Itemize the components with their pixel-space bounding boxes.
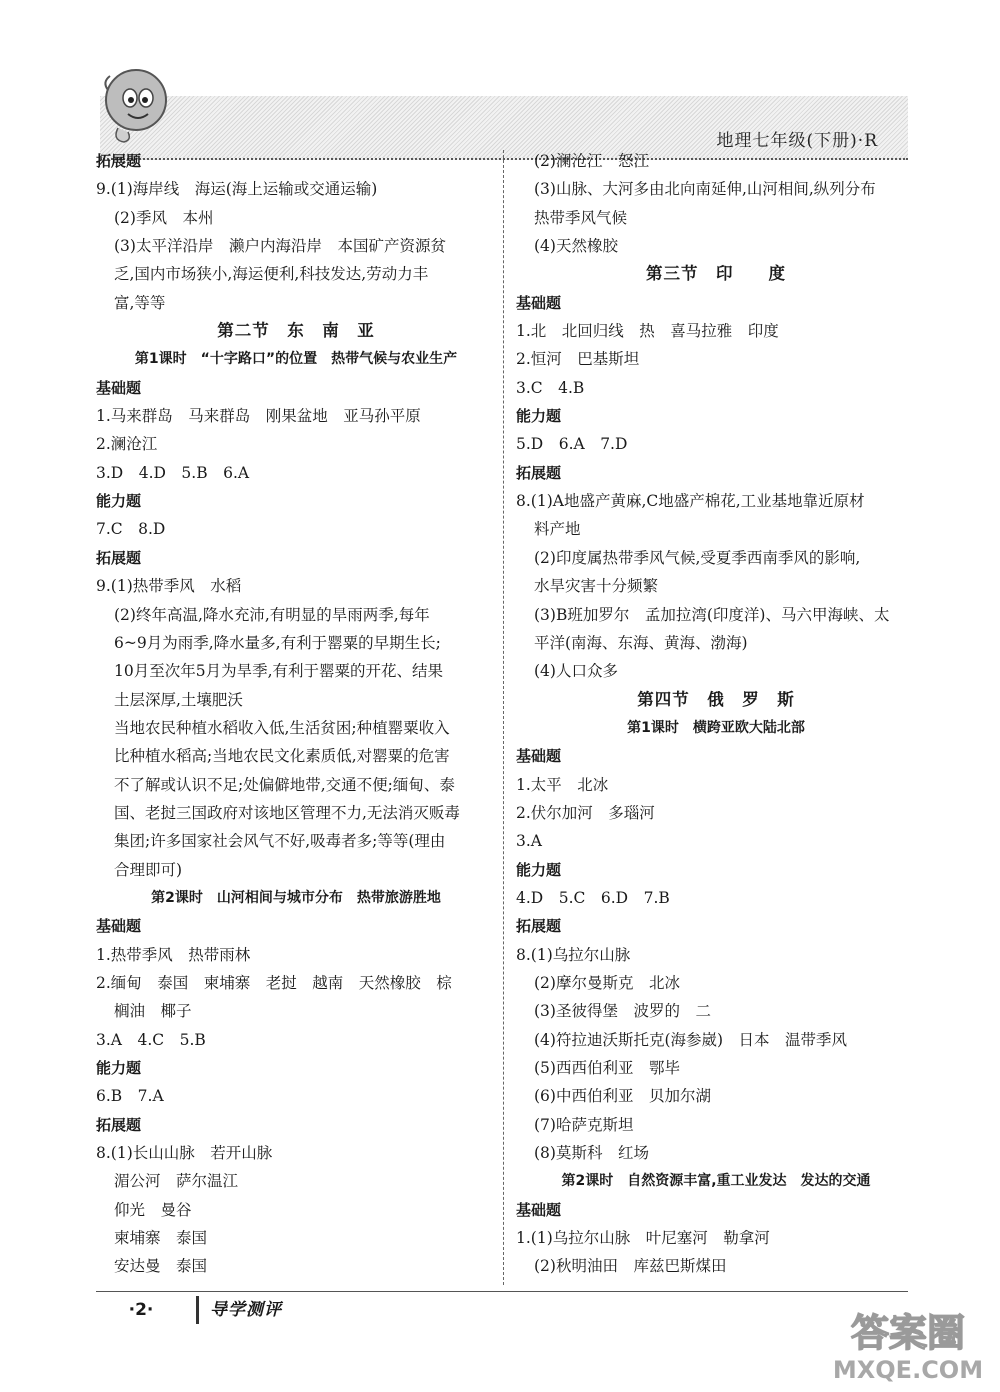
answer-line: 不了解或认识不足;处偏僻地带,交通不便;缅甸、泰 [114, 775, 455, 794]
footer-separator [196, 1296, 199, 1324]
answer-line: 榈油 椰子 [114, 1002, 192, 1021]
answer-line: (2)澜沧江 怒江 [534, 152, 649, 170]
lesson-title: 第2课时 山河相间与城市分布 热带旅游胜地 [151, 889, 441, 906]
answer-line: (4)人口众多 [534, 662, 618, 681]
question-category: 能力题 [516, 860, 562, 879]
question-category: 能力题 [96, 492, 142, 511]
answer-line: 1.北 北回归线 热 喜马拉雅 印度 [516, 322, 779, 341]
answer-line: 3.A 4.C 5.B [96, 1030, 206, 1049]
question-category: 基础题 [516, 293, 562, 312]
answer-line: 1.(1)乌拉尔山脉 叶尼塞河 勒拿河 [516, 1229, 770, 1248]
answer-line: (5)西西伯利亚 鄂毕 [534, 1059, 680, 1077]
answer-line: (2)终年高温,降水充沛,有明显的旱雨两季,每年 [114, 605, 430, 624]
answer-line: 国、老挝三国政府对该地区管理不力,无法消灭贩毒 [114, 803, 460, 822]
answer-line: 热带季风气候 [534, 208, 628, 227]
answer-line: 柬埔寨 泰国 [114, 1229, 208, 1248]
answer-line: 水旱灾害十分频繁 [534, 577, 659, 596]
answer-line: 10月至次年5月为旱季,有利于罂粟的开花、结果 [114, 662, 444, 681]
answer-line: 3.A [516, 832, 542, 851]
answer-line: (3)山脉、大河多由北向南延伸,山河相间,纵列分布 [534, 180, 876, 199]
question-category: 拓展题 [516, 917, 562, 936]
answer-line: 2.恒河 巴基斯坦 [516, 350, 640, 369]
question-category: 能力题 [96, 1059, 142, 1077]
question-category: 基础题 [96, 378, 142, 397]
answer-line: 富,等等 [114, 293, 166, 312]
section-title: 第二节 东 南 亚 [217, 321, 375, 341]
answer-line: (4)天然橡胶 [534, 237, 618, 256]
answer-line: 1.马来群岛 马来群岛 刚果盆地 亚马孙平原 [96, 407, 421, 426]
question-category: 拓展题 [96, 548, 142, 567]
mascot-icon [88, 62, 178, 148]
answer-line: 当地农民种植水稻收入低,生活贫困;种植罂粟收入 [114, 718, 450, 737]
lesson-title: 第1课时 “十字路口”的位置 热带气候与农业生产 [134, 351, 458, 368]
answer-line: (3)圣彼得堡 波罗的 二 [534, 1002, 711, 1021]
footer-brand: 导学测评 [210, 1300, 282, 1320]
section-title: 第四节 俄 罗 斯 [637, 689, 795, 709]
answer-line: 湄公河 萨尔温江 [114, 1172, 239, 1191]
lesson-title: 第2课时 自然资源丰富,重工业发达 发达的交通 [561, 1173, 871, 1190]
answer-line: 8.(1)乌拉尔山脉 [516, 945, 631, 964]
answer-line: 2.缅甸 泰国 柬埔寨 老挝 越南 天然橡胶 棕 [96, 973, 452, 992]
answer-line: 1.太平 北冰 [516, 775, 609, 794]
answer-line: 乏,国内市场狭小,海运便利,科技发达,劳动力丰 [114, 265, 429, 284]
answer-line: (7)哈萨克斯坦 [534, 1115, 634, 1134]
question-category: 拓展题 [96, 1115, 142, 1134]
answer-line: 3.C 4.B [516, 378, 585, 397]
answer-line: 7.C 8.D [96, 520, 166, 539]
watermark-url: MXQE.COM [832, 1356, 984, 1384]
page-number: ·2· [128, 1300, 154, 1320]
question-category: 能力题 [516, 407, 562, 426]
answer-line: (8)莫斯科 红场 [534, 1144, 649, 1163]
watermark-title: 答案圈 [850, 1311, 966, 1355]
answer-line: 9.(1)海岸线 海运(海上运输或交通运输) [96, 180, 378, 199]
answer-line: 仰光 曼谷 [114, 1200, 192, 1219]
left-column [96, 147, 496, 1281]
answer-line: 3.D 4.D 5.B 6.A [96, 463, 250, 482]
watermark-logo [820, 1300, 990, 1386]
answer-line: (2)季风 本州 [114, 208, 214, 227]
answer-line: 比种植水稻高;当地农民文化素质低,对罂粟的危害 [114, 747, 450, 766]
lesson-title: 第1课时 横跨亚欧大陆北部 [627, 719, 805, 736]
answer-line: 8.(1)A地盛产黄麻,C地盛产棉花,工业基地靠近原材 [516, 492, 865, 511]
answer-line: 集团;许多国家社会风气不好,吸毒者多;等等(理由 [114, 832, 446, 851]
answer-line: 安达曼 泰国 [114, 1257, 208, 1276]
footer-rule [96, 1291, 908, 1292]
header-title: 地理七年级(下册)·R [716, 131, 878, 151]
column-divider [503, 150, 504, 1285]
answer-line: 8.(1)长山山脉 若开山脉 [96, 1144, 273, 1163]
answer-line: 料产地 [534, 520, 581, 539]
answer-line: 土层深厚,土壤肥沃 [114, 690, 243, 709]
answer-line: 2.伏尔加河 多瑙河 [516, 803, 655, 822]
answer-line: 6.B 7.A [96, 1087, 164, 1106]
answer-line: 5.D 6.A 7.D [516, 435, 628, 454]
question-category: 基础题 [516, 1200, 562, 1219]
answer-line: 6~9月为雨季,降水量多,有利于罂粟的早期生长; [114, 633, 441, 652]
section-title: 第三节 印 度 [646, 264, 786, 284]
question-category: 拓展题 [516, 463, 562, 482]
answer-line: (2)印度属热带季风气候,受夏季西南季风的影响, [534, 548, 861, 567]
answer-line: (6)中西伯利亚 贝加尔湖 [534, 1087, 711, 1106]
answer-line: (3)B班加罗尔 孟加拉湾(印度洋)、马六甲海峡、太 [534, 605, 890, 624]
answer-line: (4)符拉迪沃斯托克(海参崴) 日本 温带季风 [534, 1030, 848, 1049]
answer-line: 平洋(南海、东海、黄海、渤海) [534, 633, 748, 652]
answer-line: (2)秋明油田 库兹巴斯煤田 [534, 1257, 727, 1276]
answer-line: (3)太平洋沿岸 濑户内海沿岸 本国矿产资源贫 [114, 237, 446, 256]
answer-line: 合理即可) [114, 860, 183, 879]
question-category: 拓展题 [96, 152, 142, 170]
right-column [516, 147, 916, 1281]
answer-line: 1.热带季风 热带雨林 [96, 945, 251, 964]
question-category: 基础题 [96, 917, 142, 936]
answer-line: 4.D 5.C 6.D 7.B [516, 888, 670, 907]
answer-line: (2)摩尔曼斯克 北冰 [534, 973, 680, 992]
answer-line: 9.(1)热带季风 水稻 [96, 577, 242, 596]
answer-line: 2.澜沧江 [96, 435, 158, 454]
question-category: 基础题 [516, 747, 562, 766]
